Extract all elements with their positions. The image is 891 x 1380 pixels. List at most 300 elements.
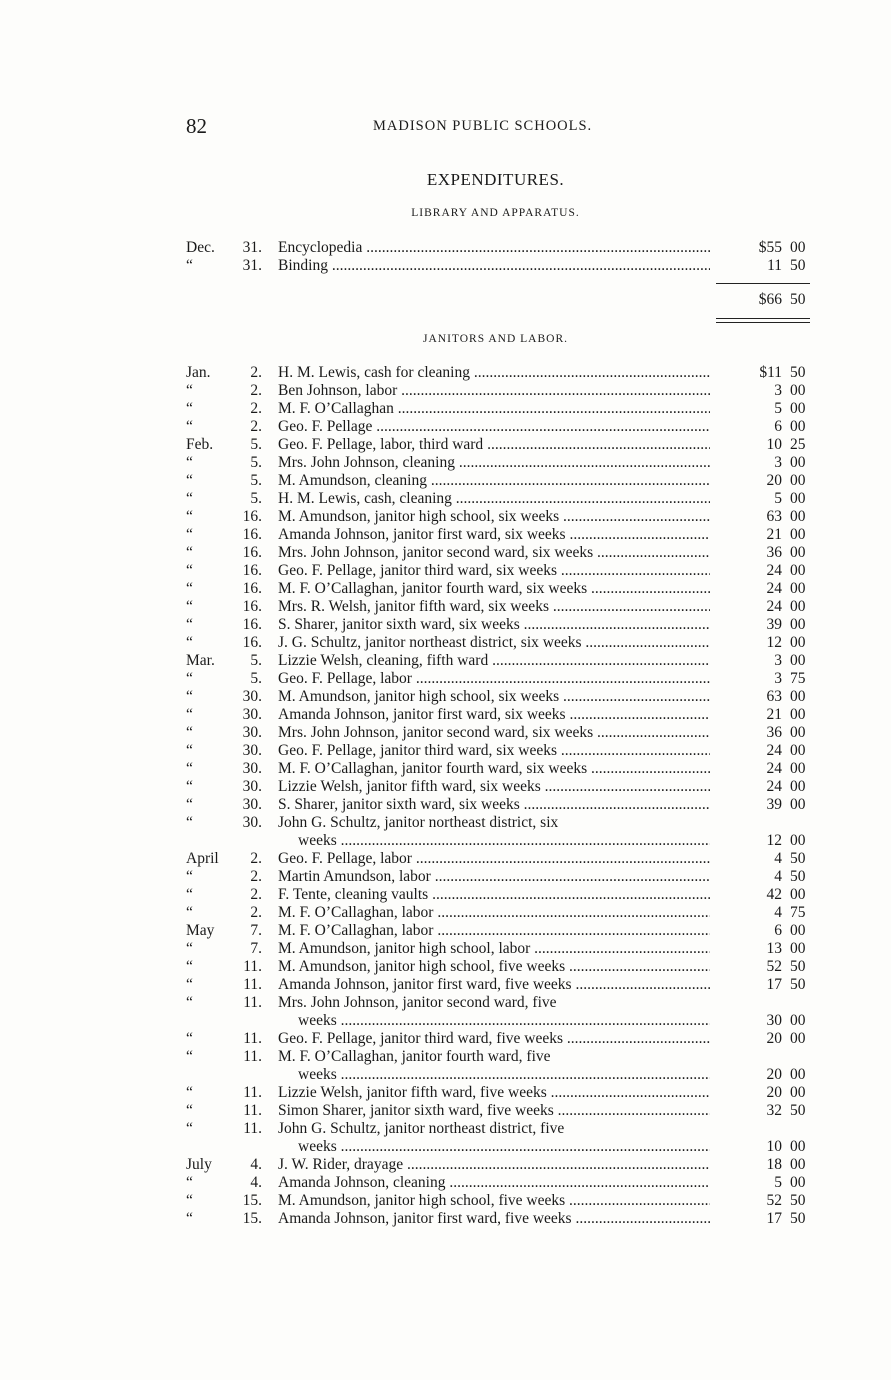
entry-dollars: 4 xyxy=(774,904,782,921)
section-title-janitors: JANITORS AND LABOR. xyxy=(423,333,568,345)
entry-dollars: 5 xyxy=(774,1174,782,1191)
entry-day: 11. xyxy=(243,958,262,975)
entry-dollars: 6 xyxy=(774,418,782,435)
entry-day: 2. xyxy=(250,400,262,417)
ledger-row xyxy=(186,850,814,868)
entry-month: “ xyxy=(186,1084,193,1101)
entry-description xyxy=(278,904,710,922)
entry-description-text: Amanda Johnson, cleaning xyxy=(278,1174,446,1191)
entry-description xyxy=(278,688,710,706)
page-number: 82 xyxy=(186,114,207,138)
ledger-row xyxy=(186,922,814,940)
ledger-row xyxy=(186,868,814,886)
entry-description xyxy=(278,670,710,688)
ledger-row xyxy=(186,688,814,706)
entry-dollars: 17 xyxy=(766,1210,782,1227)
entry-cents: 00 xyxy=(790,382,806,399)
entry-description xyxy=(278,616,710,634)
entry-dollars: 10 xyxy=(766,436,782,453)
entry-description-continuation xyxy=(298,1138,710,1156)
entry-dollars: $11 xyxy=(759,364,782,381)
entry-cents: 00 xyxy=(790,580,806,597)
entry-cents: 00 xyxy=(790,454,806,471)
entry-description xyxy=(278,634,710,652)
entry-day: 30. xyxy=(242,706,262,723)
ledger-row xyxy=(186,364,814,382)
ledger-row xyxy=(186,1102,814,1120)
ledger-row xyxy=(186,1084,814,1102)
entry-cents: 50 xyxy=(790,868,806,885)
entry-dollars: 24 xyxy=(766,580,782,597)
entry-description xyxy=(278,1084,710,1102)
entry-dollars: 63 xyxy=(766,688,782,705)
entry-description xyxy=(278,580,710,598)
entry-day: 30. xyxy=(242,814,262,831)
entry-cents: 00 xyxy=(790,922,806,939)
entry-dollars: 12 xyxy=(766,832,782,849)
entry-month: “ xyxy=(186,994,193,1011)
entry-description xyxy=(278,1192,710,1210)
entry-description-text: Lizzie Welsh, janitor fifth ward, five weeks xyxy=(278,1084,547,1101)
entry-description-text: Simon Sharer, janitor sixth ward, five weeks xyxy=(278,1102,554,1119)
entry-dollars: 36 xyxy=(766,544,782,561)
ledger-row xyxy=(186,544,814,562)
entry-month: “ xyxy=(186,976,193,993)
entry-cents: 00 xyxy=(790,886,806,903)
entry-description-text: Geo. F. Pellage, labor xyxy=(278,850,412,867)
entry-dollars: 11 xyxy=(767,257,782,274)
entry-description xyxy=(278,814,710,832)
entry-description xyxy=(278,508,710,526)
entry-day: 2. xyxy=(250,904,262,921)
entry-cents: 00 xyxy=(790,1174,806,1191)
entry-month: “ xyxy=(186,1192,193,1209)
entry-day: 2. xyxy=(250,382,262,399)
entry-description-text: weeks xyxy=(298,1066,337,1083)
ledger-row xyxy=(186,652,814,670)
entry-dollars: 24 xyxy=(766,760,782,777)
entry-day: 30. xyxy=(242,796,262,813)
entry-description-text: J. W. Rider, drayage xyxy=(278,1156,404,1173)
entry-description-text: Geo. F. Pellage, labor, third ward xyxy=(278,436,484,453)
entry-dollars: 52 xyxy=(766,1192,782,1209)
entry-month: Feb. xyxy=(186,436,214,453)
entry-dollars: 5 xyxy=(774,400,782,417)
entry-day: 31. xyxy=(242,257,262,274)
entry-cents: 00 xyxy=(790,239,806,256)
entry-day: 11. xyxy=(243,976,262,993)
entry-description xyxy=(278,742,710,760)
entry-month: “ xyxy=(186,598,193,615)
entry-description-text: Mrs. John Johnson, janitor second ward, five xyxy=(278,994,557,1011)
entry-description-text: Ben Johnson, labor xyxy=(278,382,398,399)
ledger-row xyxy=(186,742,814,760)
ledger-row xyxy=(186,724,814,742)
ledger-row xyxy=(186,508,814,526)
entry-dollars: 24 xyxy=(766,598,782,615)
entry-description-text: Binding xyxy=(278,257,328,274)
entry-month: “ xyxy=(186,760,193,777)
entry-month: “ xyxy=(186,1120,193,1137)
entry-month: “ xyxy=(186,562,193,579)
entry-description xyxy=(278,922,710,940)
entry-cents: 00 xyxy=(790,418,806,435)
ledger-row-continuation xyxy=(186,1138,814,1156)
entry-month: Mar. xyxy=(186,652,215,669)
ledger-row xyxy=(186,580,814,598)
entry-dollars: 52 xyxy=(766,958,782,975)
entry-description-text: M. F. O’Callaghan, labor xyxy=(278,904,434,921)
entry-month: “ xyxy=(186,1210,193,1227)
entry-cents: 00 xyxy=(790,544,806,561)
entry-dollars: 30 xyxy=(766,1012,782,1029)
library-double-rule-bottom xyxy=(716,322,810,323)
entry-dollars: 20 xyxy=(766,1030,782,1047)
entry-cents: 00 xyxy=(790,832,806,849)
entry-month: “ xyxy=(186,868,193,885)
entry-description-text: Geo. F. Pellage, labor xyxy=(278,670,412,687)
entry-cents: 00 xyxy=(790,1156,806,1173)
entry-description-text: F. Tente, cleaning vaults xyxy=(278,886,429,903)
entry-description-text: weeks xyxy=(298,1012,337,1029)
entry-description-text: John G. Schultz, janitor northeast district, six xyxy=(278,814,559,831)
entry-cents: 00 xyxy=(790,940,806,957)
entry-description-text: S. Sharer, janitor sixth ward, six weeks xyxy=(278,796,520,813)
ledger-row xyxy=(186,257,814,275)
entry-month: “ xyxy=(186,670,193,687)
entry-cents: 00 xyxy=(790,652,806,669)
entry-cents: 50 xyxy=(790,364,806,381)
entry-cents: 00 xyxy=(790,688,806,705)
entry-month: July xyxy=(186,1156,212,1173)
entry-description-text: M. Amundson, janitor high school, labor xyxy=(278,940,531,957)
entry-description xyxy=(278,418,710,436)
entry-dollars: 20 xyxy=(766,1066,782,1083)
entry-description-continuation xyxy=(298,832,710,850)
entry-dollars: 39 xyxy=(766,796,782,813)
entry-description-text: Geo. F. Pellage, janitor third ward, six weeks xyxy=(278,562,557,579)
entry-day: 5. xyxy=(250,454,262,471)
entry-cents: 25 xyxy=(790,436,806,453)
page-title: EXPENDITURES. xyxy=(426,170,565,189)
entry-dollars: 21 xyxy=(766,526,782,543)
entry-description xyxy=(278,400,710,418)
ledger-row xyxy=(186,382,814,400)
entry-month: Jan. xyxy=(186,364,211,381)
entry-month: “ xyxy=(186,526,193,543)
entry-day: 11. xyxy=(243,994,262,1011)
entry-description xyxy=(278,472,710,490)
entry-day: 4. xyxy=(250,1174,262,1191)
library-total-rule xyxy=(716,283,810,284)
entry-cents: 00 xyxy=(790,616,806,633)
entry-month: “ xyxy=(186,706,193,723)
entry-month: “ xyxy=(186,544,193,561)
entry-description xyxy=(278,1174,710,1192)
ledger-row xyxy=(186,778,814,796)
entry-description-text: Amanda Johnson, janitor first ward, five weeks xyxy=(278,1210,572,1227)
entry-day: 4. xyxy=(250,1156,262,1173)
entry-dollars: 5 xyxy=(774,490,782,507)
entry-day: 2. xyxy=(250,868,262,885)
entry-cents: 50 xyxy=(790,1210,806,1227)
entry-cents: 00 xyxy=(790,490,806,507)
entry-description xyxy=(278,382,710,400)
ledger-row xyxy=(186,760,814,778)
entry-dollars: 39 xyxy=(766,616,782,633)
entry-description xyxy=(278,976,710,994)
entry-cents: 00 xyxy=(790,400,806,417)
entry-day: 7. xyxy=(250,922,262,939)
entry-month: “ xyxy=(186,616,193,633)
entry-description-text: M. Amundson, janitor high school, five weeks xyxy=(278,958,566,975)
ledger-row xyxy=(186,616,814,634)
entry-day: 5. xyxy=(250,490,262,507)
entry-description-text: Amanda Johnson, janitor first ward, six weeks xyxy=(278,706,566,723)
entry-month: Dec. xyxy=(186,239,215,256)
entry-month: “ xyxy=(186,688,193,705)
entry-description-text: Geo. F. Pellage xyxy=(278,418,373,435)
entry-cents: 00 xyxy=(790,760,806,777)
entry-day: 16. xyxy=(242,580,262,597)
entry-dollars: 63 xyxy=(766,508,782,525)
entry-description xyxy=(278,1120,710,1138)
entry-description xyxy=(278,652,710,670)
entry-day: 15. xyxy=(242,1210,262,1227)
entry-day: 30. xyxy=(242,760,262,777)
entry-cents: 00 xyxy=(790,778,806,795)
entry-description xyxy=(278,778,710,796)
entry-cents: 00 xyxy=(790,1138,806,1155)
entry-cents: 00 xyxy=(790,706,806,723)
entry-day: 2. xyxy=(250,850,262,867)
entry-dollars: 3 xyxy=(774,670,782,687)
entry-day: 16. xyxy=(242,526,262,543)
entry-cents: 00 xyxy=(790,1066,806,1083)
entry-description xyxy=(278,257,710,275)
entry-description xyxy=(278,868,710,886)
ledger-row-continuation xyxy=(186,832,814,850)
entry-day: 5. xyxy=(250,670,262,687)
library-total-dollars: $66 xyxy=(758,291,782,308)
entry-description-text: M. Amundson, janitor high school, six weeks xyxy=(278,508,560,525)
entry-month: “ xyxy=(186,1102,193,1119)
ledger-row xyxy=(186,472,814,490)
entry-dollars: 4 xyxy=(774,868,782,885)
entry-day: 30. xyxy=(242,742,262,759)
entry-description xyxy=(278,994,710,1012)
entry-description xyxy=(278,724,710,742)
entry-month: “ xyxy=(186,382,193,399)
entry-day: 11. xyxy=(243,1030,262,1047)
janitors-ledger xyxy=(186,364,814,1228)
ledger-row xyxy=(186,796,814,814)
entry-month: “ xyxy=(186,580,193,597)
ledger-row-continuation xyxy=(186,1066,814,1084)
ledger-row xyxy=(186,598,814,616)
entry-day: 16. xyxy=(242,562,262,579)
entry-description-text: Lizzie Welsh, janitor fifth ward, six weeks xyxy=(278,778,541,795)
ledger-row xyxy=(186,562,814,580)
entry-month: “ xyxy=(186,454,193,471)
entry-description-text: S. Sharer, janitor sixth ward, six weeks xyxy=(278,616,520,633)
library-ledger xyxy=(186,239,814,275)
entry-month: “ xyxy=(186,778,193,795)
entry-description xyxy=(278,436,710,454)
entry-month: “ xyxy=(186,490,193,507)
entry-cents: 00 xyxy=(790,724,806,741)
entry-dollars: 32 xyxy=(766,1102,782,1119)
entry-month: “ xyxy=(186,904,193,921)
entry-description-text: Martin Amundson, labor xyxy=(278,868,431,885)
entry-day: 15. xyxy=(242,1192,262,1209)
library-double-rule-top xyxy=(716,318,810,319)
entry-dollars: 6 xyxy=(774,922,782,939)
entry-dollars: 20 xyxy=(766,1084,782,1101)
entry-day: 5. xyxy=(250,472,262,489)
entry-day: 2. xyxy=(250,418,262,435)
entry-description-text: M. F. O’Callaghan, labor xyxy=(278,922,434,939)
entry-dollars: 17 xyxy=(766,976,782,993)
entry-cents: 00 xyxy=(790,1030,806,1047)
entry-description-continuation xyxy=(298,1012,710,1030)
entry-dollars: 4 xyxy=(774,850,782,867)
entry-dollars: 12 xyxy=(766,634,782,651)
entry-month: “ xyxy=(186,472,193,489)
entry-month: “ xyxy=(186,958,193,975)
entry-description xyxy=(278,1156,710,1174)
entry-cents: 50 xyxy=(790,976,806,993)
entry-cents: 50 xyxy=(790,1102,806,1119)
entry-day: 11. xyxy=(243,1120,262,1137)
library-total-cents: 50 xyxy=(790,291,806,308)
entry-description xyxy=(278,850,710,868)
entry-dollars: 24 xyxy=(766,742,782,759)
entry-description-text: H. M. Lewis, cash for cleaning xyxy=(278,364,470,381)
entry-day: 30. xyxy=(242,724,262,741)
entry-description-text: Mrs. R. Welsh, janitor fifth ward, six weeks xyxy=(278,598,549,615)
entry-description-text: Mrs. John Johnson, janitor second ward, six weeks xyxy=(278,724,594,741)
entry-description-text: H. M. Lewis, cash, cleaning xyxy=(278,490,452,507)
entry-description-text: John G. Schultz, janitor northeast district, five xyxy=(278,1120,565,1137)
entry-description xyxy=(278,940,710,958)
entry-dollars: 24 xyxy=(766,778,782,795)
ledger-row xyxy=(186,886,814,904)
entry-description xyxy=(278,544,710,562)
entry-description xyxy=(278,796,710,814)
entry-description-text: weeks xyxy=(298,832,337,849)
entry-dollars: 18 xyxy=(766,1156,782,1173)
entry-dollars: 13 xyxy=(766,940,782,957)
entry-description xyxy=(278,706,710,724)
entry-day: 7. xyxy=(250,940,262,957)
entry-description-text: M. F. O’Callaghan, janitor fourth ward, five xyxy=(278,1048,551,1065)
entry-description xyxy=(278,1030,710,1048)
entry-month: “ xyxy=(186,257,193,274)
entry-day: 11. xyxy=(243,1048,262,1065)
entry-cents: 50 xyxy=(790,958,806,975)
entry-month: May xyxy=(186,922,215,939)
entry-description xyxy=(278,1102,710,1120)
entry-description xyxy=(278,886,710,904)
entry-month: “ xyxy=(186,724,193,741)
entry-cents: 00 xyxy=(790,472,806,489)
ledger-row xyxy=(186,1048,814,1066)
entry-day: 5. xyxy=(250,652,262,669)
entry-description-text: Amanda Johnson, janitor first ward, six weeks xyxy=(278,526,566,543)
entry-month: “ xyxy=(186,508,193,525)
entry-description xyxy=(278,598,710,616)
entry-day: 5. xyxy=(250,436,262,453)
ledger-row xyxy=(186,958,814,976)
ledger-row xyxy=(186,239,814,257)
entry-cents: 00 xyxy=(790,742,806,759)
entry-description-text: M. F. O’Callaghan xyxy=(278,400,394,417)
entry-description-text: weeks xyxy=(298,1138,337,1155)
entry-cents: 00 xyxy=(790,796,806,813)
entry-dollars: 36 xyxy=(766,724,782,741)
running-head: MADISON PUBLIC SCHOOLS. xyxy=(373,118,593,134)
entry-description xyxy=(278,562,710,580)
ledger-row-continuation xyxy=(186,1012,814,1030)
ledger-row xyxy=(186,1120,814,1138)
entry-description-text: Mrs. John Johnson, janitor second ward, six weeks xyxy=(278,544,594,561)
library-total-row xyxy=(186,291,814,309)
entry-description-text: M. Amundson, janitor high school, five weeks xyxy=(278,1192,566,1209)
entry-month: “ xyxy=(186,634,193,651)
entry-description xyxy=(278,1048,710,1066)
entry-dollars: $55 xyxy=(758,239,782,256)
ledger-row xyxy=(186,1174,814,1192)
ledger-row xyxy=(186,670,814,688)
entry-day: 30. xyxy=(242,778,262,795)
entry-cents: 00 xyxy=(790,1012,806,1029)
ledger-row xyxy=(186,940,814,958)
entry-description xyxy=(278,490,710,508)
entry-month: “ xyxy=(186,400,193,417)
ledger-row xyxy=(186,436,814,454)
entry-description-text: Lizzie Welsh, cleaning, fifth ward xyxy=(278,652,489,669)
entry-day: 31. xyxy=(242,239,262,256)
entry-month: April xyxy=(186,850,219,867)
entry-month: “ xyxy=(186,418,193,435)
ledger-row xyxy=(186,814,814,832)
entry-description xyxy=(278,454,710,472)
entry-day: 11. xyxy=(243,1084,262,1101)
ledger-row xyxy=(186,1210,814,1228)
entry-month: “ xyxy=(186,886,193,903)
entry-day: 16. xyxy=(242,544,262,561)
entry-description xyxy=(278,1210,710,1228)
entry-description xyxy=(278,526,710,544)
entry-dollars: 20 xyxy=(766,472,782,489)
ledger-row xyxy=(186,418,814,436)
entry-description-text: M. F. O’Callaghan, janitor fourth ward, six weeks xyxy=(278,760,588,777)
entry-cents: 75 xyxy=(790,670,806,687)
entry-dollars: 24 xyxy=(766,562,782,579)
ledger-row xyxy=(186,1156,814,1174)
entry-day: 30. xyxy=(242,688,262,705)
entry-cents: 75 xyxy=(790,904,806,921)
entry-cents: 00 xyxy=(790,526,806,543)
entry-description-text: J. G. Schultz, janitor northeast district, six weeks xyxy=(278,634,582,651)
entry-cents: 00 xyxy=(790,1084,806,1101)
entry-cents: 00 xyxy=(790,598,806,615)
entry-description-text: Mrs. John Johnson, cleaning xyxy=(278,454,455,471)
entry-cents: 00 xyxy=(790,508,806,525)
ledger-row xyxy=(186,490,814,508)
ledger-row xyxy=(186,706,814,724)
